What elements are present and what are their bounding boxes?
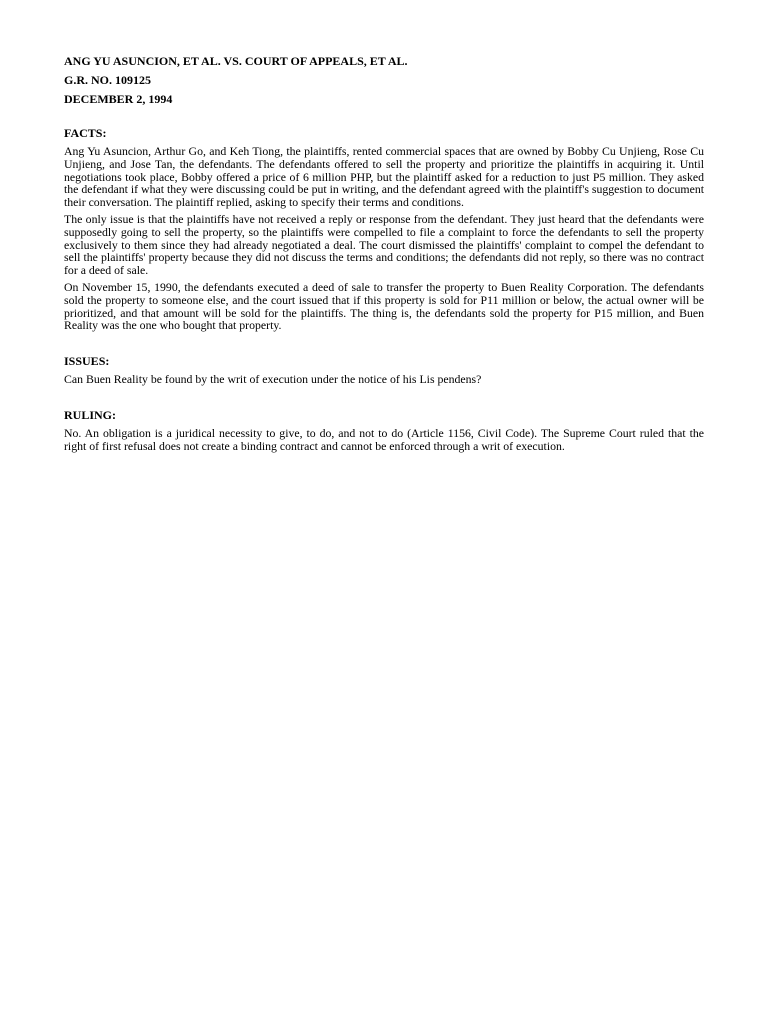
facts-heading: FACTS: <box>64 126 107 140</box>
ruling-paragraph: No. An obligation is a juridical necessity to give, to do, and not to do (Article 1156, Civil Code). The Supreme Court ruled that the right of first refusal does not create a binding contract and cannot be enforced through a writ of execution. <box>64 425 704 453</box>
facts-paragraph: The only issue is that the plaintiffs have not received a reply or response from the defendant. They just heard that the defendants were supposedly going to sell the property, so the plaintiffs were compelled to file a complaint to force the defendants to sell the property exclusively to them since they had already negotiated a deal. The court dismissed the plaintiffs' complaint to compel the defendant to sell the plaintiffs' property because they did not discuss the terms and conditions; the defendants did not reply, so there was no contract for a deed of sale. <box>64 211 704 278</box>
facts-section <box>64 126 704 332</box>
document-page <box>64 52 704 453</box>
case-title: ANG YU ASUNCION, ET AL. VS. COURT OF APPEALS, ET AL. <box>64 54 408 68</box>
ruling-section <box>64 408 704 453</box>
issues-section <box>64 354 704 386</box>
facts-paragraph: On November 15, 1990, the defendants executed a deed of sale to transfer the property to Buen Reality Corporation. The defendants sold the property to someone else, and the court issued that if this property is sold for P11 million or below, the actual owner will be prioritized, and that amount will be sold for the plaintiffs. The thing is, the defendants sold the property for P15 million, and Buen Reality was the one who bought that property. <box>64 279 704 333</box>
issues-paragraph: Can Buen Reality be found by the writ of execution under the notice of his Lis pendens? <box>64 372 482 387</box>
case-date: DECEMBER 2, 1994 <box>64 92 173 106</box>
facts-paragraph: Ang Yu Asuncion, Arthur Go, and Keh Tiong, the plaintiffs, rented commercial spaces that are owned by Bobby Cu Unjieng, Rose Cu Unjieng, and Jose Tan, the defendants. The defendants offered to sell the property and prioritize the plaintiffs in acquiring it. Until negotiations took place, Bobby offered a price of 6 million PHP, but the plaintiff asked for a reduction to just P5 million. They asked the defendant if what they were discussing could be put in writing, and the defendant agreed with the plaintiff's suggestion to document their conversation. The plaintiff replied, asking to specify their terms and conditions. <box>64 144 704 210</box>
ruling-heading: RULING: <box>64 407 117 422</box>
case-header <box>64 52 704 109</box>
case-gr-number: G.R. NO. 109125 <box>64 73 151 87</box>
issues-heading: ISSUES: <box>64 354 110 369</box>
